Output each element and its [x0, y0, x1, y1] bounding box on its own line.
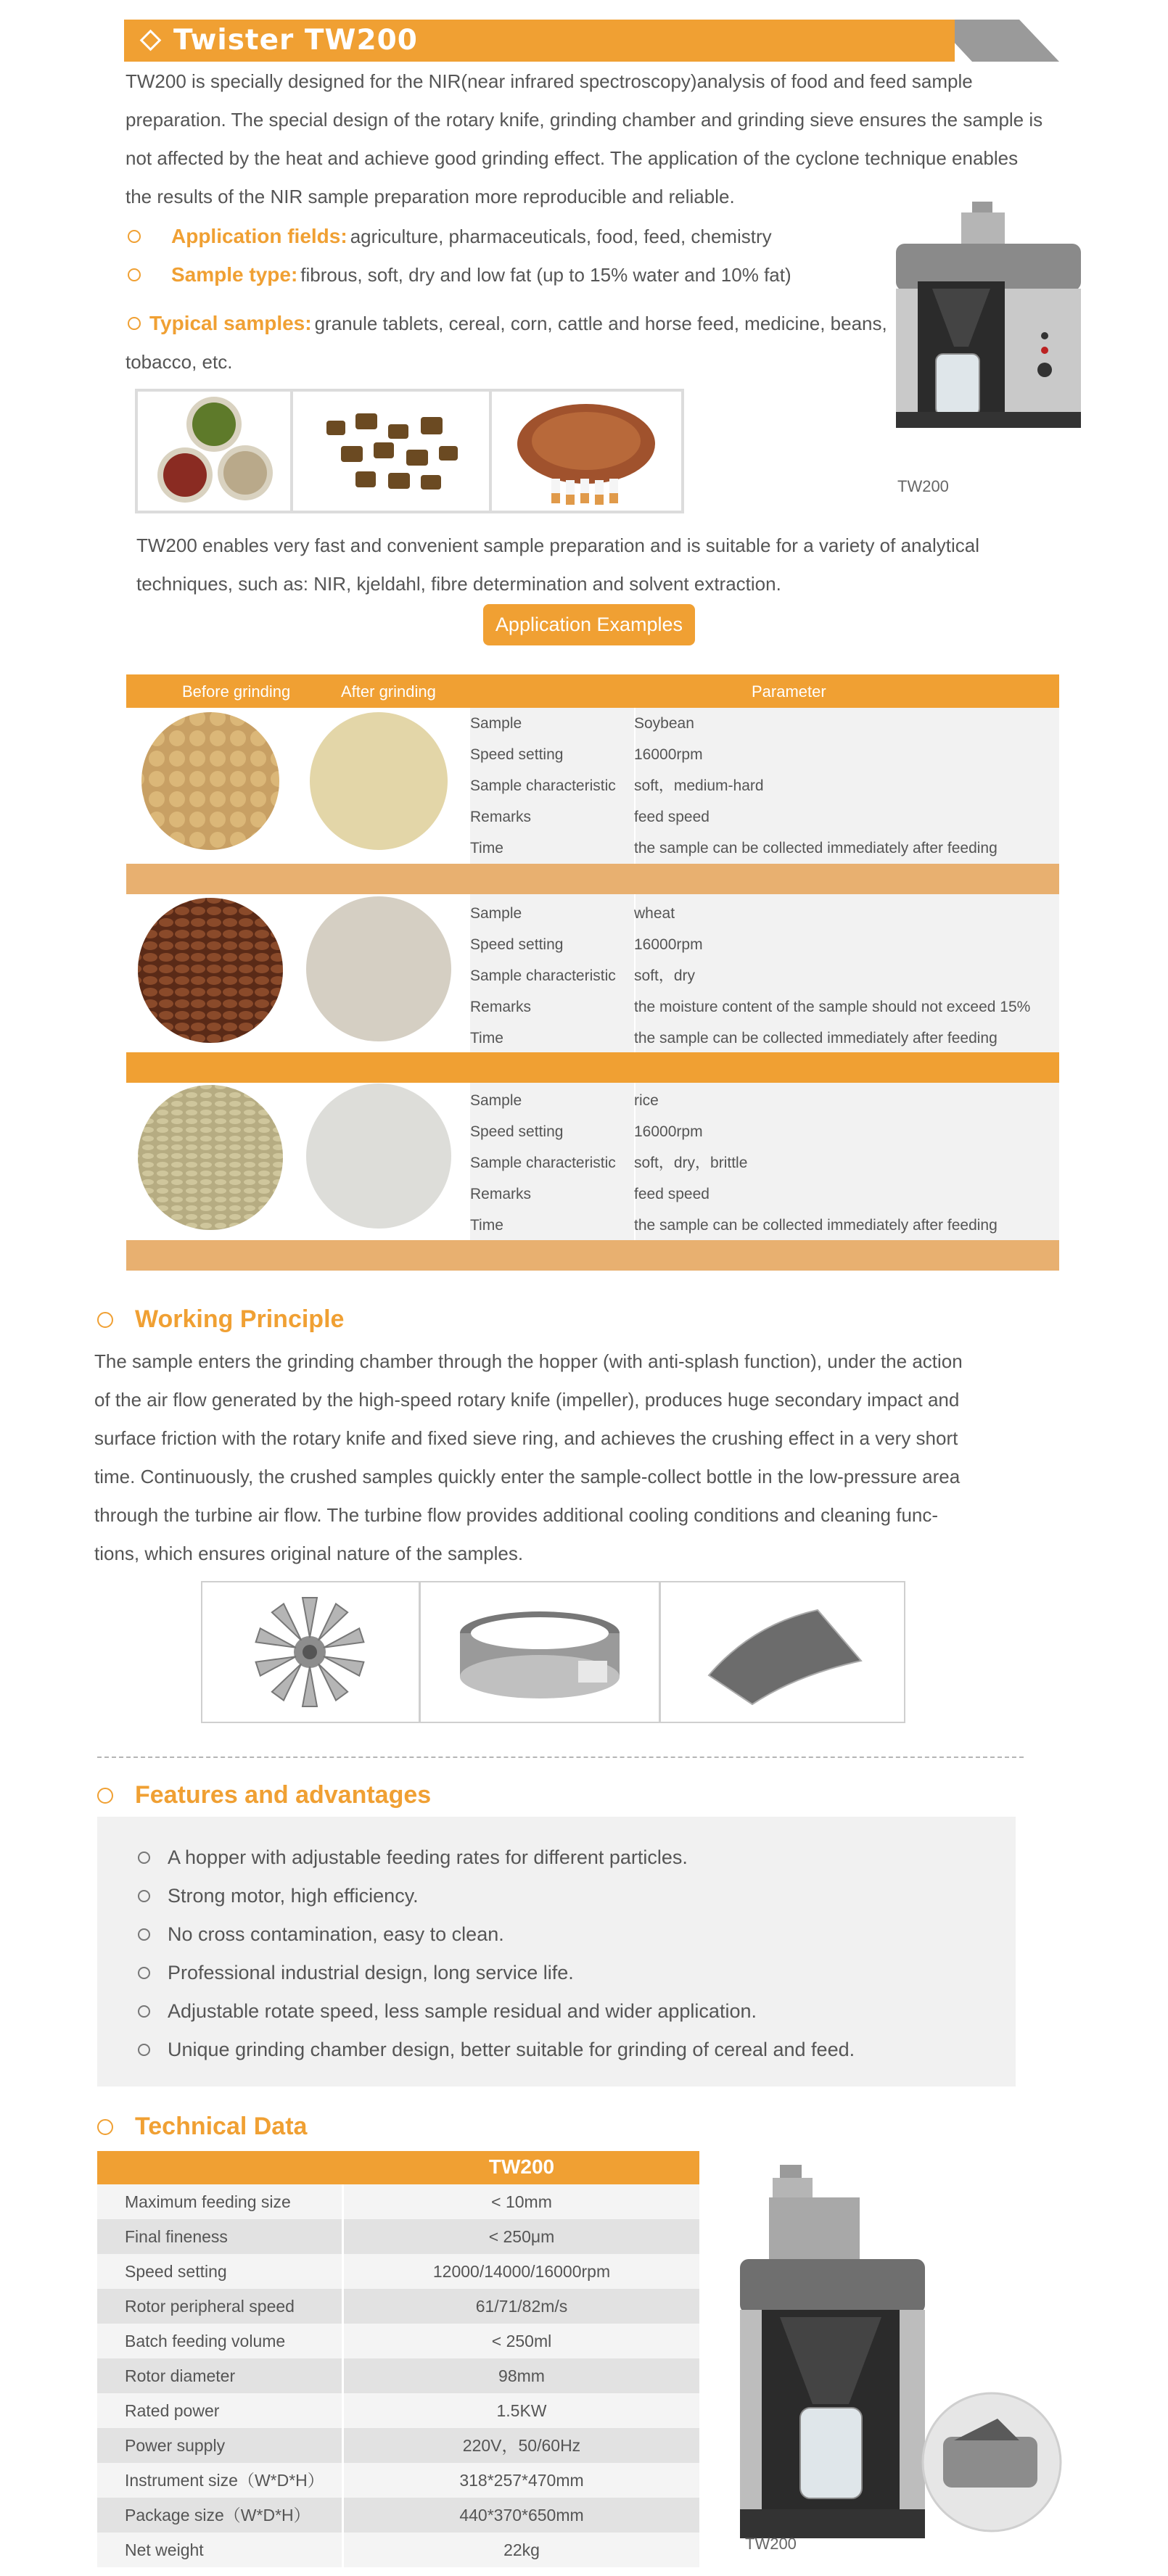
param-value: feed speed: [634, 1186, 710, 1202]
table-row: [97, 2498, 699, 2532]
param-value: Soybean: [634, 715, 694, 732]
table-row: [97, 2428, 699, 2463]
circle-bullet-icon: [128, 230, 141, 243]
bullet-label: Application fields:: [171, 225, 347, 247]
row-label: Net weight: [97, 2532, 344, 2567]
circle-bullet-icon: [128, 268, 141, 281]
feature-text: Adjustable rotate speed, less sample residual and wider application.: [168, 2000, 757, 2022]
param-row: [470, 1085, 1059, 1116]
table-row: [97, 2184, 699, 2219]
param-value: soft，dry，brittle: [634, 1155, 748, 1171]
param-value: the moisture content of the sample should not exceed 15%: [634, 999, 1031, 1015]
list-item: [138, 1838, 855, 1877]
grinding-table-header: [126, 674, 1059, 708]
header-after-grinding: After grinding: [341, 682, 436, 701]
features-list: [138, 1838, 855, 2069]
param-row: [470, 1147, 1059, 1178]
list-item: [138, 2031, 855, 2069]
bullet-sample-type: [128, 263, 791, 286]
section-title: Technical Data: [135, 2113, 308, 2140]
param-group-2: [470, 898, 1059, 1054]
sample-photos: [135, 389, 684, 513]
text-line: time. Continuously, the crushed samples quickly enter the sample-collect bottle in the low-pressure area: [94, 1466, 961, 1487]
component-images: [201, 1581, 906, 1723]
circle-bullet-icon: [138, 2005, 150, 2018]
table-row: [97, 2324, 699, 2358]
table-row: [97, 2219, 699, 2254]
table-header: [97, 2151, 699, 2184]
model-header: TW200: [488, 2155, 555, 2178]
list-item: [138, 1915, 855, 1954]
header-parameter: Parameter: [752, 682, 826, 701]
table-row: [97, 2463, 699, 2498]
circle-bullet-icon: [138, 1967, 150, 1979]
param-label: Time: [470, 1217, 503, 1234]
param-group-3: [470, 1085, 1059, 1241]
param-label: Speed setting: [470, 746, 564, 763]
sample-photos-illustration: [138, 392, 681, 511]
bullet-continuation: tobacco, etc.: [126, 351, 233, 373]
table-row: [97, 2532, 699, 2567]
product-caption-bottom: TW200: [745, 2535, 797, 2553]
row-separator: [126, 1240, 1059, 1271]
page-title: Twister TW200: [173, 24, 418, 57]
list-item: [138, 1877, 855, 1915]
row-label: Final fineness: [97, 2219, 344, 2254]
row-value: 318*257*470mm: [459, 2471, 584, 2490]
param-value: wheat: [634, 905, 675, 922]
technical-data-table: [97, 2151, 699, 2567]
param-row: [470, 1116, 1059, 1147]
row-label: Maximum feeding size: [97, 2184, 344, 2219]
row-value: 61/71/82m/s: [475, 2297, 568, 2316]
feature-text: Strong motor, high efficiency.: [168, 1885, 419, 1907]
table-row: [97, 2289, 699, 2324]
bullet-text: granule tablets, cereal, corn, cattle and horse feed, medicine, beans,: [314, 312, 887, 334]
param-row: [470, 1210, 1059, 1241]
grinding-sample-images: [126, 708, 467, 1240]
param-value: rice: [634, 1092, 659, 1109]
param-value: 16000rpm: [634, 936, 703, 953]
circle-bullet-icon: [97, 2119, 113, 2135]
table-row: [97, 2358, 699, 2393]
bullet-label: Sample type:: [171, 263, 298, 286]
row-label: Rated power: [97, 2393, 344, 2428]
features-heading: [97, 1781, 431, 1809]
technical-data-heading: [97, 2113, 307, 2141]
param-value: feed speed: [634, 809, 710, 825]
application-examples-button[interactable]: Application Examples: [483, 604, 695, 645]
circle-bullet-icon: [138, 1890, 150, 1902]
circle-bullet-icon: [138, 1928, 150, 1941]
param-group-1: [470, 708, 1059, 864]
product-caption-top: TW200: [897, 477, 949, 495]
param-row: [470, 991, 1059, 1023]
param-value: 16000rpm: [634, 1123, 703, 1140]
row-value: 12000/14000/16000rpm: [432, 2262, 611, 2281]
circle-bullet-icon: [97, 1312, 113, 1328]
param-row: [470, 1023, 1059, 1054]
param-value: 16000rpm: [634, 746, 703, 763]
row-value: 220V，50/60Hz: [462, 2436, 581, 2455]
row-value: 98mm: [498, 2366, 545, 2385]
bullet-label: Typical samples:: [149, 312, 312, 334]
sieve-ring-illustration: [460, 1611, 620, 1698]
list-item: [138, 1954, 855, 1992]
param-value: the sample can be collected immediately after feeding: [634, 1217, 998, 1234]
feature-text: Unique grinding chamber design, better suitable for grinding of cereal and feed.: [168, 2039, 855, 2060]
param-row: [470, 960, 1059, 991]
working-principle-text: [94, 1342, 1045, 1573]
text-line: of the air flow generated by the high-speed rotary knife (impeller), produces huge secondary impact and: [94, 1389, 960, 1411]
text-line: tions, which ensures original nature of the samples.: [94, 1543, 524, 1564]
feature-text: No cross contamination, easy to clean.: [168, 1923, 504, 1945]
feature-text: A hopper with adjustable feeding rates for different particles.: [168, 1846, 688, 1868]
features-box: [97, 1817, 1016, 2086]
bullet-typical-samples: [128, 312, 887, 335]
row-label: Rotor peripheral speed: [97, 2289, 344, 2324]
list-item: [138, 1992, 855, 2031]
section-divider: [97, 1756, 1024, 1758]
param-label: Sample characteristic: [470, 1155, 616, 1171]
param-value: soft，medium-hard: [634, 777, 764, 794]
param-label: Remarks: [470, 999, 532, 1015]
param-label: Remarks: [470, 809, 532, 825]
diamond-icon: [140, 30, 162, 51]
row-value: 22kg: [503, 2540, 540, 2559]
working-principle-heading: [97, 1305, 344, 1334]
row-value: < 10mm: [491, 2192, 552, 2211]
param-label: Sample: [470, 1092, 522, 1109]
row-label: Instrument size（W*D*H）: [97, 2463, 344, 2498]
section-title: Working Principle: [135, 1305, 345, 1333]
param-row: [470, 801, 1059, 833]
enables-paragraph: TW200 enables very fast and convenient sample preparation and is suitable for a variety of analytical techniques, such as: NIR, kjeldahl, fibre determination and solvent extraction.: [136, 534, 979, 595]
intro-paragraph: TW200 is specially designed for the NIR(near infrared spectroscopy)analysis of food and feed sample preparation. The special design of the rotary knife, grinding chamber and grinding sieve ensures the sample is not affected by the heat and achieve good grinding effect. The application of the cyclone technique enables the results of the NIR sample preparation more reproducible and reliable.: [126, 70, 1043, 207]
row-label: Speed setting: [97, 2254, 344, 2289]
param-label: Speed setting: [470, 1123, 564, 1140]
param-label: Sample characteristic: [470, 967, 616, 984]
circle-bullet-icon: [128, 317, 141, 330]
row-value: < 250μm: [488, 2227, 555, 2246]
circle-bullet-icon: [97, 1788, 113, 1804]
param-row: [470, 833, 1059, 864]
text-line: The sample enters the grinding chamber through the hopper (with anti-splash function), under the action: [94, 1350, 963, 1372]
param-label: Time: [470, 840, 503, 856]
text-line: through the turbine air flow. The turbine flow provides additional cooling conditions and cleaning func-: [94, 1504, 939, 1526]
param-label: Speed setting: [470, 936, 564, 953]
row-value: 1.5KW: [496, 2401, 547, 2420]
bullet-text: agriculture, pharmaceuticals, food, feed, chemistry: [350, 225, 772, 247]
section-title: Features and advantages: [135, 1781, 432, 1809]
circle-bullet-icon: [138, 1852, 150, 1864]
param-label: Sample characteristic: [470, 777, 616, 794]
param-row: [470, 708, 1059, 739]
row-value: < 250ml: [491, 2332, 552, 2350]
circle-bullet-icon: [138, 2044, 150, 2056]
title-bar: [124, 20, 955, 62]
param-label: Sample: [470, 715, 522, 732]
param-row: [470, 739, 1059, 770]
param-row: [470, 1178, 1059, 1210]
row-label: Power supply: [97, 2428, 344, 2463]
text-line: surface friction with the rotary knife and fixed sieve ring, and achieves the crushing effect in a very short: [94, 1427, 958, 1449]
header-before-grinding: Before grinding: [182, 682, 291, 701]
row-label: Rotor diameter: [97, 2358, 344, 2393]
param-value: the sample can be collected immediately after feeding: [634, 1030, 998, 1046]
param-value: the sample can be collected immediately after feeding: [634, 840, 998, 856]
product-image-top: [889, 202, 1088, 470]
param-label: Time: [470, 1030, 503, 1046]
param-value: soft，dry: [634, 967, 696, 984]
param-row: [470, 898, 1059, 929]
param-label: Remarks: [470, 1186, 532, 1202]
feature-text: Professional industrial design, long service life.: [168, 1962, 574, 1983]
param-row: [470, 929, 1059, 960]
row-value: 440*370*650mm: [459, 2506, 584, 2525]
table-row: [97, 2393, 699, 2428]
param-row: [470, 770, 1059, 801]
product-image-bottom: [722, 2165, 1077, 2556]
row-label: Batch feeding volume: [97, 2324, 344, 2358]
row-label: Package size（W*D*H）: [97, 2498, 344, 2532]
table-row: [97, 2254, 699, 2289]
bullet-text: fibrous, soft, dry and low fat (up to 15% water and 10% fat): [300, 263, 791, 286]
bullet-application-fields: [128, 225, 772, 248]
param-label: Sample: [470, 905, 522, 922]
